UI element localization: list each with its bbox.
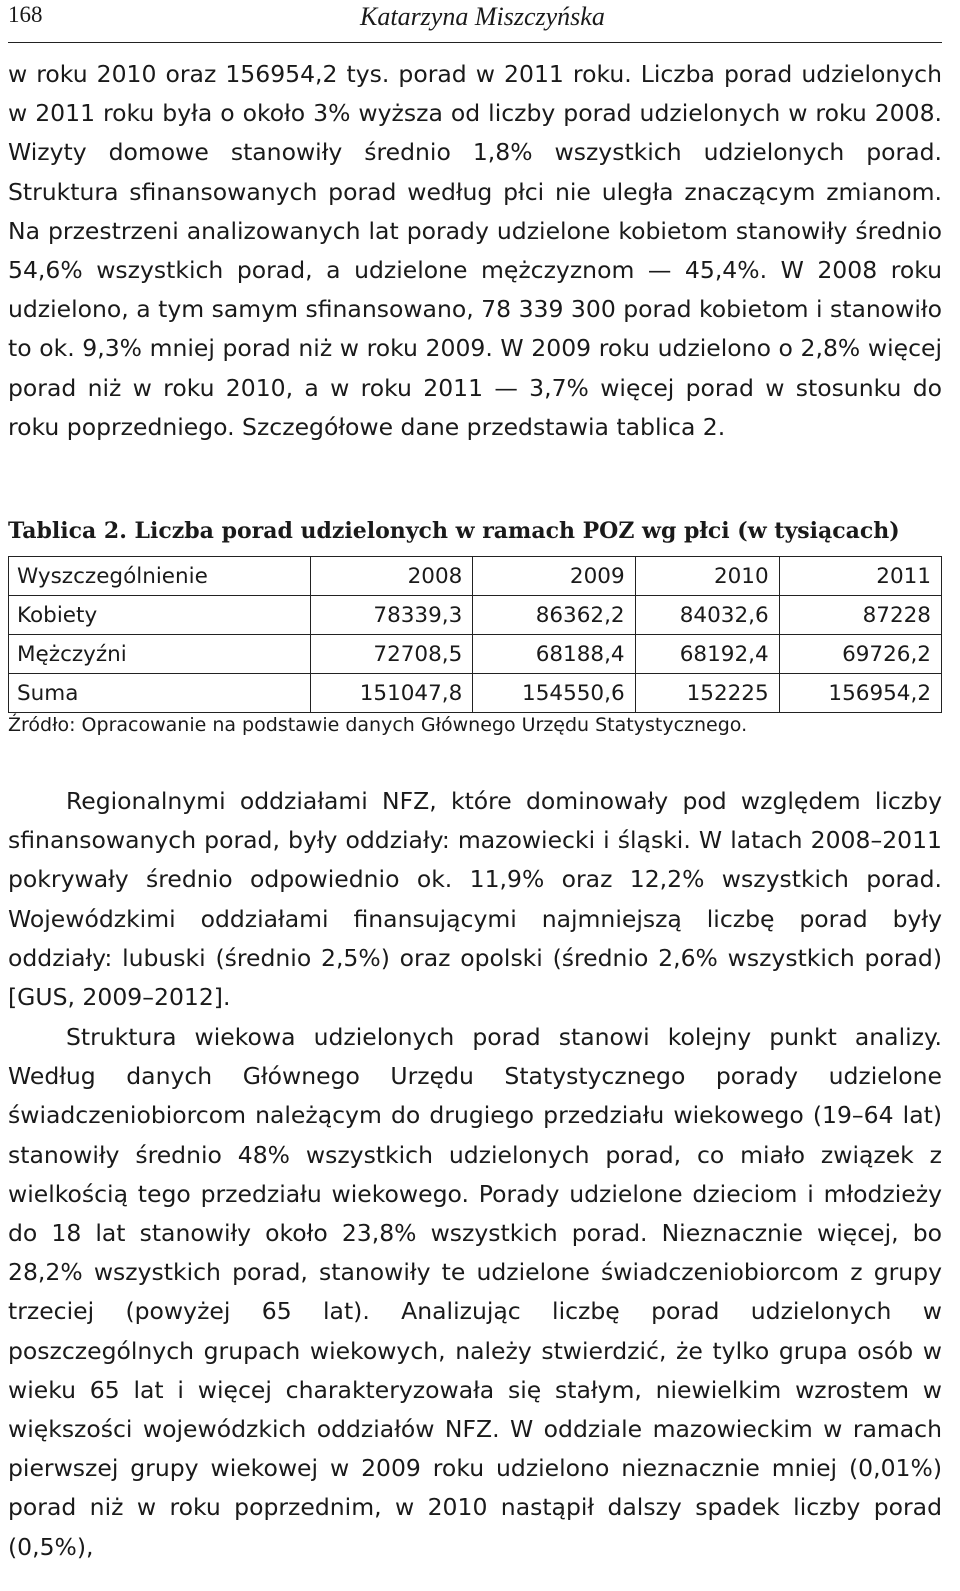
paragraph-2: Regionalnymi oddziałami NFZ, które dominowały pod względem liczby sfinansowanych porad, były oddziały: mazowiecki i śląski. W latach 2008–2011 pokrywały średnio odpowiednio ok. 11,9% oraz 12,2% wszystkich porad. Wojewódzkimi oddziałami finansującymi najmniejszą liczbę porad były oddziały: lubuski (średnio 2,5%) oraz opolski (średnio 2,6% wszystkich porad) [GUS, 2009–2012]. [8,787,942,1012]
table-row [9,596,942,635]
table-cell: 154550,6 [473,674,635,713]
paragraph-1: w roku 2010 oraz 156954,2 tys. porad w 2011 roku. Liczba porad udzielonych w 2011 roku była o około 3% wyższa od liczby porad udzielonych w roku 2008. Wizyty domowe stanowiły średnio 1,8% wszystkich udzielonych porad. Struktura sfinansowanych porad według płci nie uległa znaczącym zmianom. Na przestrzeni analizowanych lat porady udzielone kobietom stanowiły średnio 54,6% wszystkich porad, a udzielone mężczyznom — 45,4%. W 2008 roku udzielono, a tym samym sfinansowano, 78 339 300 porad kobietom i stanowiło to ok. 9,3% mniej porad niż w roku 2009. W 2009 roku udzielono o 2,8% więcej porad niż w roku 2010, a w roku 2011 — 3,7% więcej porad w stosunku do roku poprzedniego. Szczegółowe dane przedstawia tablica 2. [8,60,942,441]
table-cell: 2009 [473,557,635,596]
table-header-row [9,557,942,596]
table-cell: 68192,4 [635,635,779,674]
data-table [8,556,942,713]
table-source-note: Źródło: Opracowanie na podstawie danych Głównego Urzędu Statystycznego. [8,714,748,736]
running-head-author: Katarzyna Miszczyńska [360,2,605,31]
table-cell: Kobiety [9,596,311,635]
table-caption: Tablica 2. Liczba porad udzielonych w ramach POZ wg płci (w tysiącach) [8,518,900,544]
table-cell: 2008 [311,557,473,596]
table-cell: 151047,8 [311,674,473,713]
table-cell: 2010 [635,557,779,596]
page-header [8,0,942,43]
table-cell: 87228 [779,596,941,635]
table-cell: 72708,5 [311,635,473,674]
table-cell: Suma [9,674,311,713]
table-cell: Mężczyźni [9,635,311,674]
table-cell: 78339,3 [311,596,473,635]
paragraph-3: Struktura wiekowa udzielonych porad stanowi kolejny punkt analizy. Według danych Głównego Urzędu Statystycznego porady udzielone świadczeniobiorcom należącym do drugiego przedziału wiekowego (19–64 lat) stanowiły średnio 48% wszystkich udzielonych porad, co miało związek z wielkością tego przedziału wiekowego. Porady udzielone dzieciom i młodzieży do 18 lat stanowiły około 23,8% wszystkich porad. Nieznacznie więcej, bo 28,2% wszystkich porad, stanowiły te udzielone świadczeniobiorcom z grupy trzeciej (powyżej 65 lat). Analizując liczbę porad udzielonych w poszczególnych grupach wiekowych, należy stwierdzić, że tylko grupa osób w wieku 65 lat i więcej charakteryzowała się stałym, niewielkim wzrostem w większości wojewódzkich oddziałów NFZ. W oddziale mazowieckim w ramach pierwszej grupy wiekowej w 2009 roku udzielono nieznacznie mniej (0,01%) porad niż w roku poprzednim, w 2010 nastąpił dalszy spadek liczby porad (0,5%), [8,1023,942,1561]
table-cell: 68188,4 [473,635,635,674]
table-cell: 86362,2 [473,596,635,635]
page-number: 168 [8,2,43,27]
table-cell: 152225 [635,674,779,713]
table-row [9,674,942,713]
table-cell: 156954,2 [779,674,941,713]
table-row [9,635,942,674]
table-cell: Wyszczególnienie [9,557,311,596]
table-cell: 2011 [779,557,941,596]
table-cell: 84032,6 [635,596,779,635]
table-cell: 69726,2 [779,635,941,674]
